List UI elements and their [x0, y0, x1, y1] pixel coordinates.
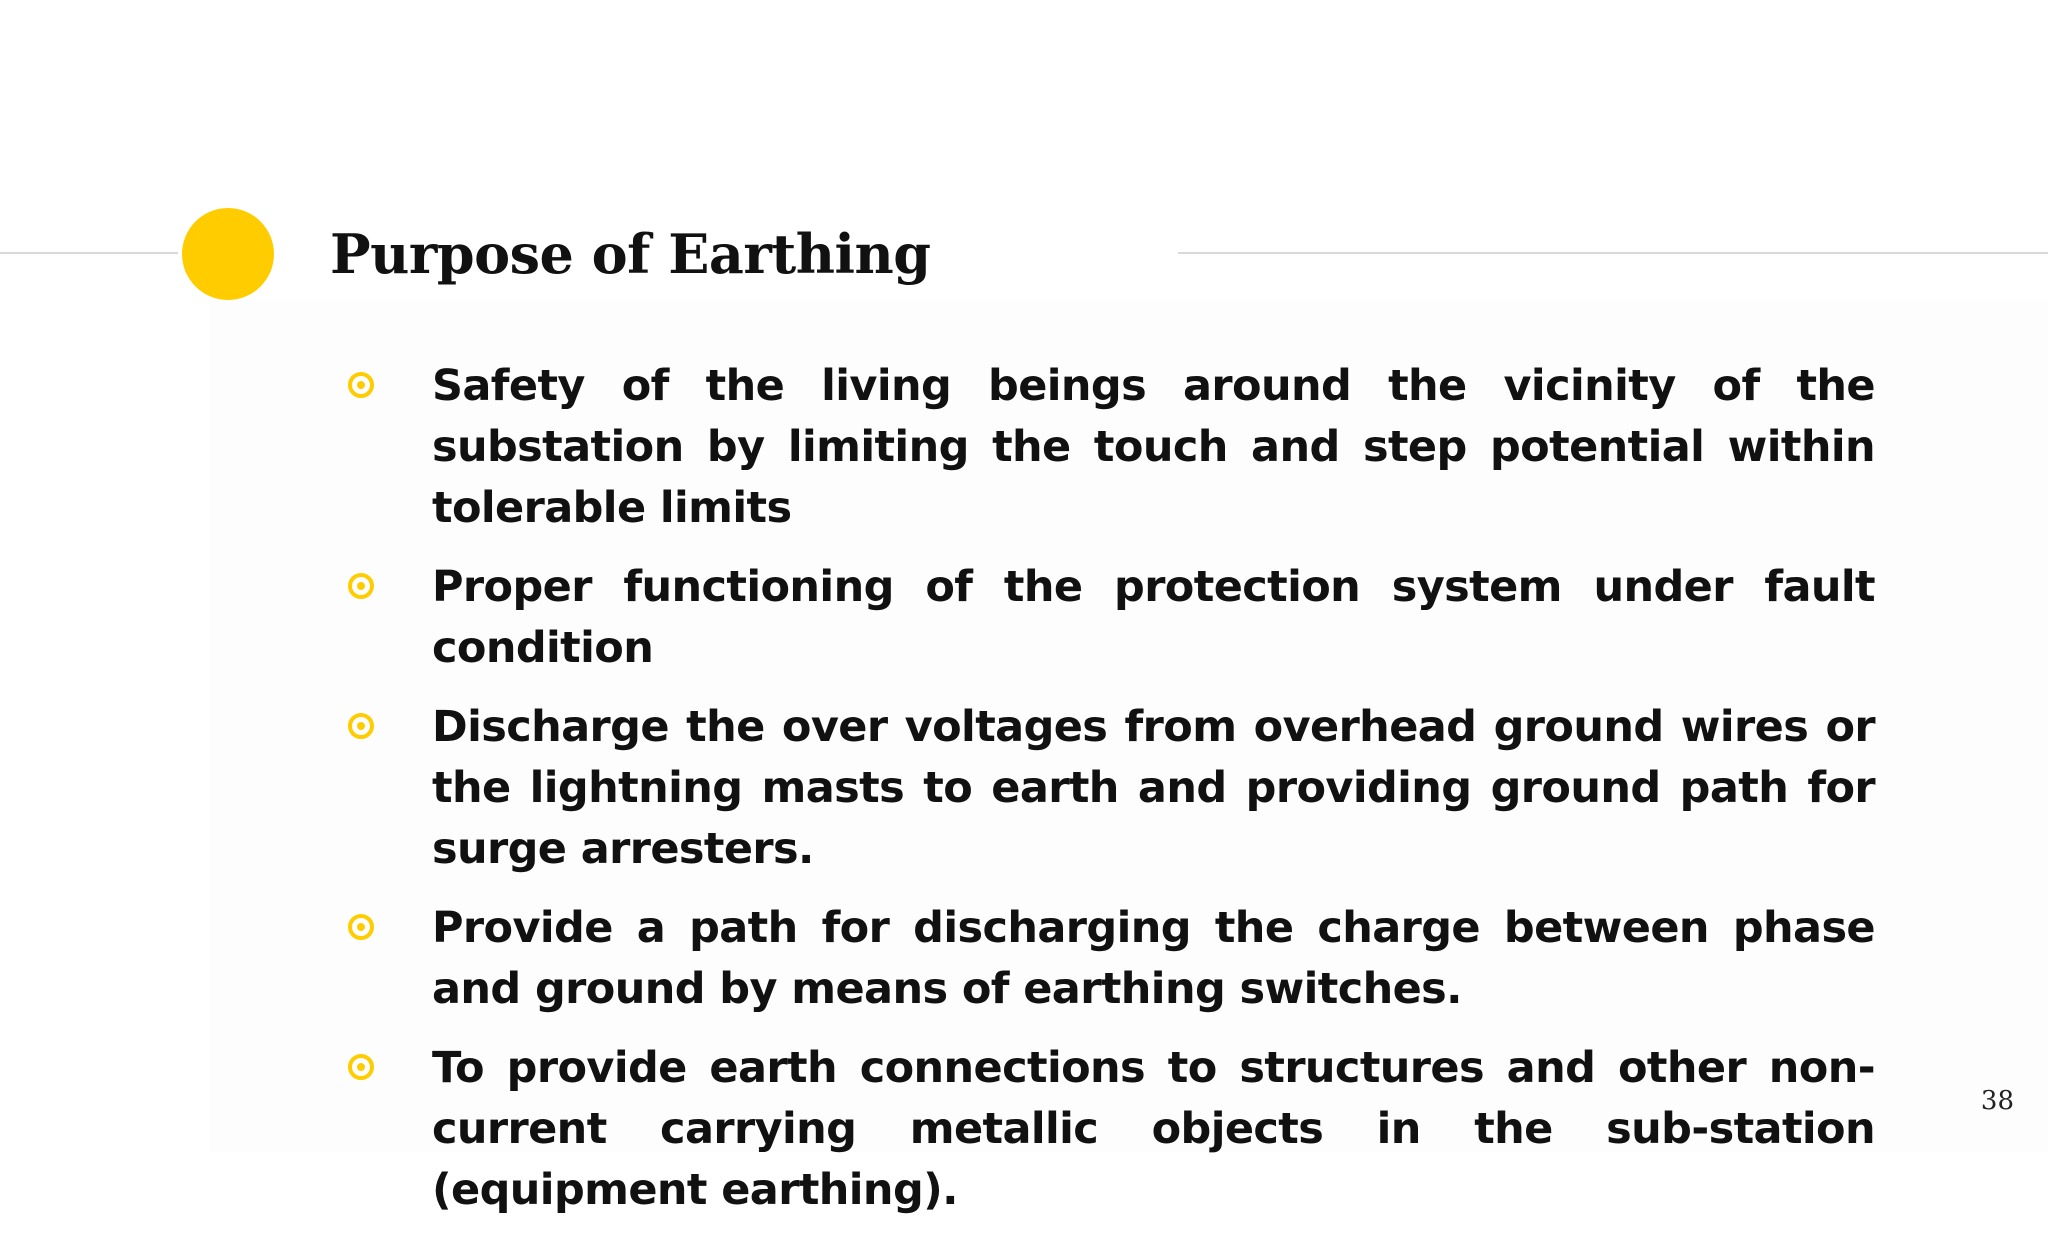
radio-bullet-icon: [348, 713, 374, 739]
title-accent-dot: [182, 208, 274, 300]
bullet-text: Proper functioning of the protection system under fault condition: [432, 562, 1875, 673]
page-number: 38: [1980, 1086, 2014, 1116]
bullet-item-discharge-overvoltage: [340, 697, 1875, 880]
bullet-list: [340, 356, 1875, 1239]
radio-bullet-icon: [348, 573, 374, 599]
title-rule-left: [0, 252, 178, 254]
radio-bullet-icon: [348, 372, 374, 398]
bullet-text: Discharge the over voltages from overhead ground wires or the lightning masts to earth and providing ground path for surge arresters.: [432, 702, 1875, 874]
bullet-item-discharge-path: [340, 898, 1875, 1020]
bullet-item-safety: [340, 356, 1875, 539]
slide-title: Purpose of Earthing: [330, 222, 931, 286]
bullet-text: Provide a path for discharging the charge between phase and ground by means of earthing switches.: [432, 903, 1875, 1014]
bullet-item-protection: [340, 557, 1875, 679]
bullet-item-equipment-earthing: [340, 1038, 1875, 1221]
bullet-text: Safety of the living beings around the vicinity of the substation by limiting the touch and step potential within tolerable limits: [432, 361, 1875, 533]
bullet-text: To provide earth connections to structures and other non-current carrying metallic objects in the sub-station (equipment earthing).: [432, 1043, 1875, 1215]
radio-bullet-icon: [348, 914, 374, 940]
radio-bullet-icon: [348, 1054, 374, 1080]
title-rule-right: [1178, 252, 2048, 254]
